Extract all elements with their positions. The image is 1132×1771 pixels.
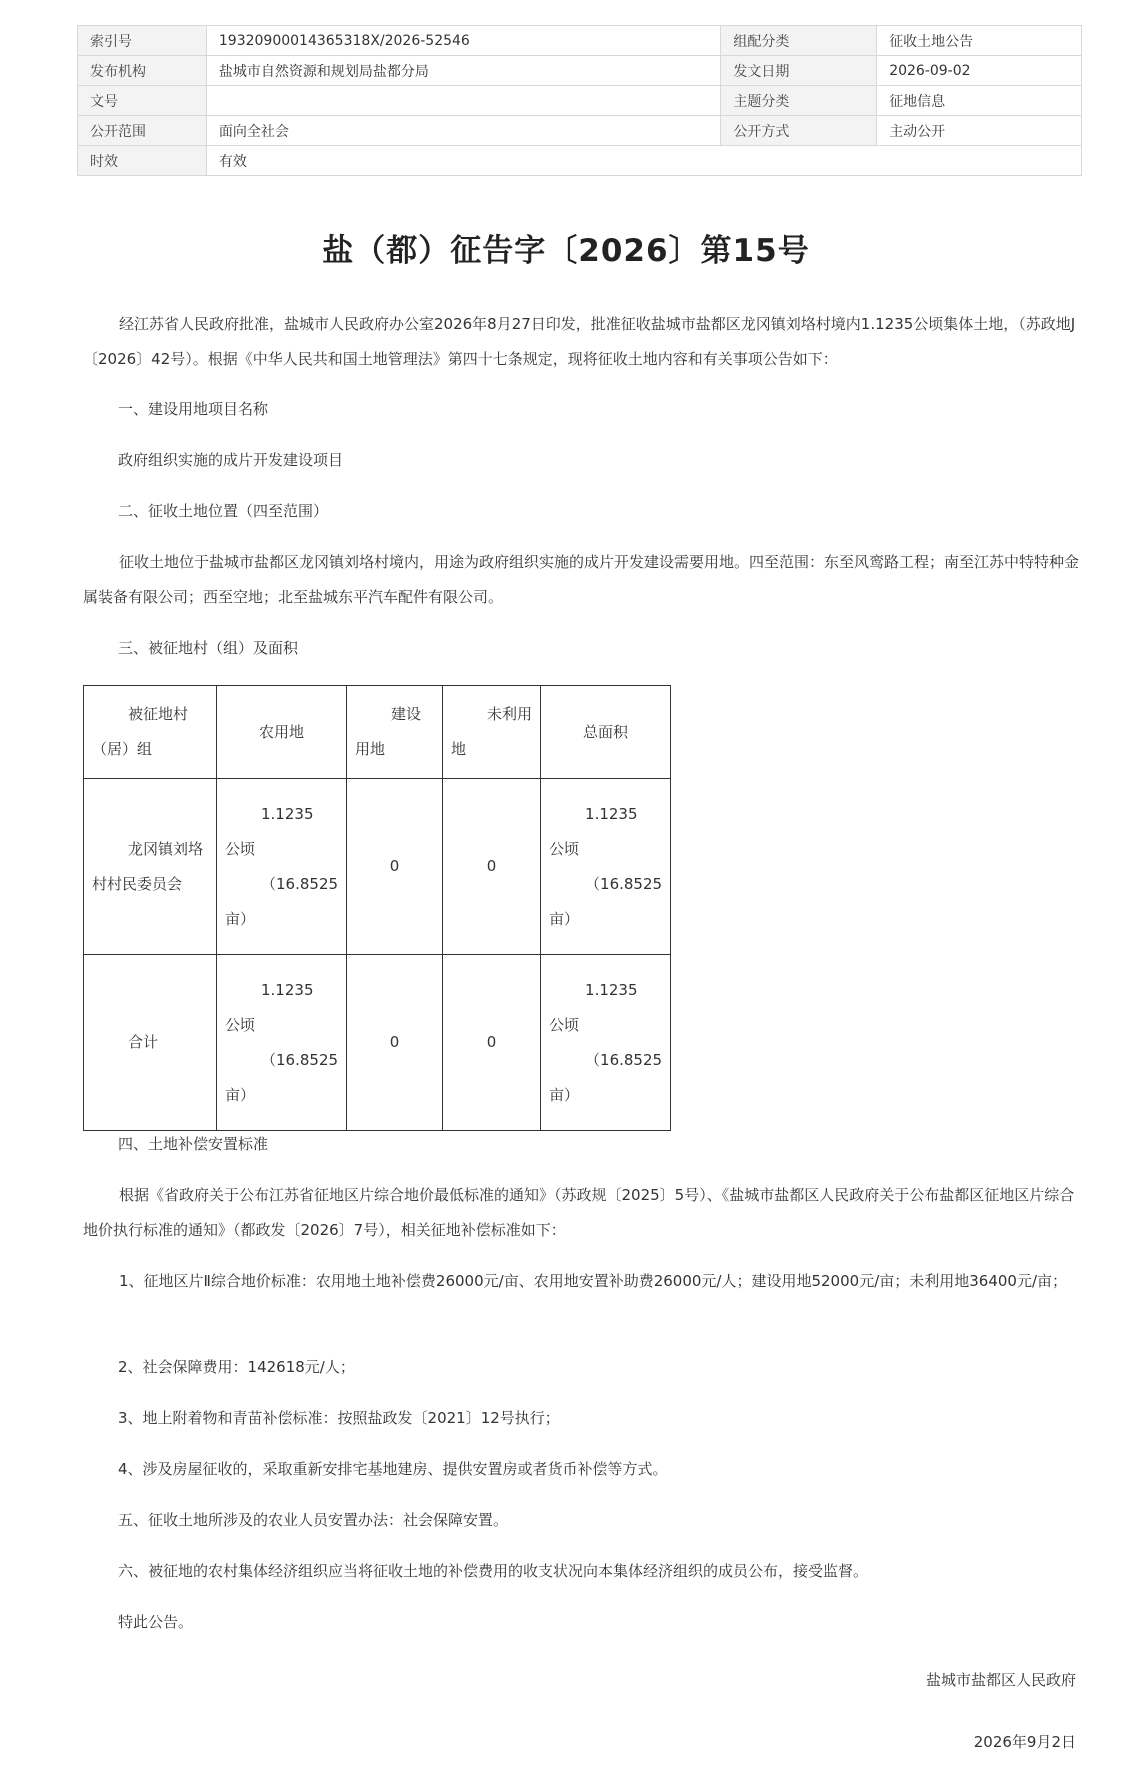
meta-key: 主题分类 (721, 86, 877, 116)
section-2-body: 征收土地位于盐城市盐都区龙冈镇刘垎村境内，用途为政府组织实施的成片开发建设需要用地。四至范围：东至风鸾路工程；南至江苏中特特种金属装备有限公司；西至空地；北至盐城东平汽车配件有限公司。 (83, 553, 1080, 606)
section-1-heading: 一、建设用地项目名称 (118, 400, 269, 418)
standard-item-3: 3、地上附着物和青苗补偿标准：按照盐政发〔2021〕12号执行； (118, 1409, 560, 1427)
meta-value: 面向全社会 (206, 116, 720, 146)
standard-item-1: 1、征地区片Ⅱ综合地价标准：农用地土地补偿费26000元/亩、农用地安置补助费26000元/人；建设用地52000元/亩；未利用地36400元/亩； (119, 1272, 1068, 1290)
construction-land-cell: 0 (347, 779, 443, 955)
issuing-authority: 盐城市盐都区人民政府 (925, 1671, 1076, 1689)
meta-key: 时效 (78, 146, 207, 176)
header-total-area: 总面积 (541, 686, 671, 779)
land-table-header-row (84, 686, 671, 779)
meta-key: 文号 (78, 86, 207, 116)
standard-item-2: 2、社会保障费用：142618元/人； (118, 1358, 355, 1376)
meta-row (78, 86, 1082, 116)
table-row (84, 955, 671, 1131)
village-name-cell: 合计 (84, 955, 217, 1131)
section-6: 六、被征地的农村集体经济组织应当将征收土地的补偿费用的收支状况向本集体经济组织的成员公布，接受监督。 (118, 1562, 869, 1580)
section-5: 五、征收土地所涉及的农业人员安置办法：社会保障安置。 (118, 1511, 509, 1529)
meta-key: 发布机构 (78, 56, 207, 86)
intro-paragraph: 经江苏省人民政府批准，盐城市人民政府办公室2026年8月27日印发，批准征收盐城市盐都区龙冈镇刘垎村境内1.1235公顷集体土地，（苏政地J〔2026〕42号）。根据《中华人民共和国土地管理法》第四十七条规定，现将征收土地内容和有关事项公告如下： (83, 315, 1076, 368)
header-unused-land: 未利用 地 (443, 686, 541, 779)
closing-statement: 特此公告。 (118, 1613, 194, 1631)
standard-item-4: 4、涉及房屋征收的，采取重新安排宅基地建房、提供安置房或者货币补偿等方式。 (118, 1460, 668, 1478)
meta-row (78, 116, 1082, 146)
meta-value: 2026-09-02 (877, 56, 1082, 86)
meta-value: 盐城市自然资源和规划局盐都分局 (206, 56, 720, 86)
village-name-cell: 龙冈镇刘垎 村村民委员会 (84, 779, 217, 955)
section-1-body: 政府组织实施的成片开发建设项目 (118, 451, 344, 469)
header-village: 被征地村 （居）组 (84, 686, 217, 779)
header-farmland: 农用地 (217, 686, 347, 779)
document-metadata-table (77, 25, 1082, 176)
meta-value: 19320900014365318X/2026-52546 (206, 26, 720, 56)
meta-value: 有效 (206, 146, 1081, 176)
meta-key: 索引号 (78, 26, 207, 56)
document-title: 盐（都）征告字〔2026〕第15号 (322, 233, 810, 269)
meta-row (78, 56, 1082, 86)
issue-date: 2026年9月2日 (973, 1733, 1076, 1751)
header-construction-land: 建设 用地 (347, 686, 443, 779)
meta-key: 公开方式 (721, 116, 877, 146)
meta-key: 公开范围 (78, 116, 207, 146)
total-area-cell: 1.1235 公顷 （16.8525 亩） (541, 779, 671, 955)
meta-value: 主动公开 (877, 116, 1082, 146)
section-3-heading: 三、被征地村（组）及面积 (118, 639, 299, 657)
meta-key: 组配分类 (721, 26, 877, 56)
meta-value: 征收土地公告 (877, 26, 1082, 56)
total-area-cell: 1.1235 公顷 （16.8525 亩） (541, 955, 671, 1131)
farmland-cell: 1.1235 公顷 （16.8525 亩） (217, 955, 347, 1131)
meta-row (78, 26, 1082, 56)
construction-land-cell: 0 (347, 955, 443, 1131)
unused-land-cell: 0 (443, 779, 541, 955)
meta-value: 征地信息 (877, 86, 1082, 116)
section-4-body: 根据《省政府关于公布江苏省征地区片综合地价最低标准的通知》（苏政规〔2025〕5号）、《盐城市盐都区人民政府关于公布盐都区征地区片综合地价执行标准的通知》（都政发〔2026〕7号），相关征地补偿标准如下： (83, 1186, 1075, 1239)
unused-land-cell: 0 (443, 955, 541, 1131)
meta-key: 发文日期 (721, 56, 877, 86)
meta-row (78, 146, 1082, 176)
section-4-heading: 四、土地补偿安置标准 (118, 1135, 269, 1153)
section-2-heading: 二、征收土地位置（四至范围） (118, 502, 329, 520)
land-area-table (83, 685, 671, 1131)
meta-value (206, 86, 720, 116)
table-row (84, 779, 671, 955)
farmland-cell: 1.1235 公顷 （16.8525 亩） (217, 779, 347, 955)
